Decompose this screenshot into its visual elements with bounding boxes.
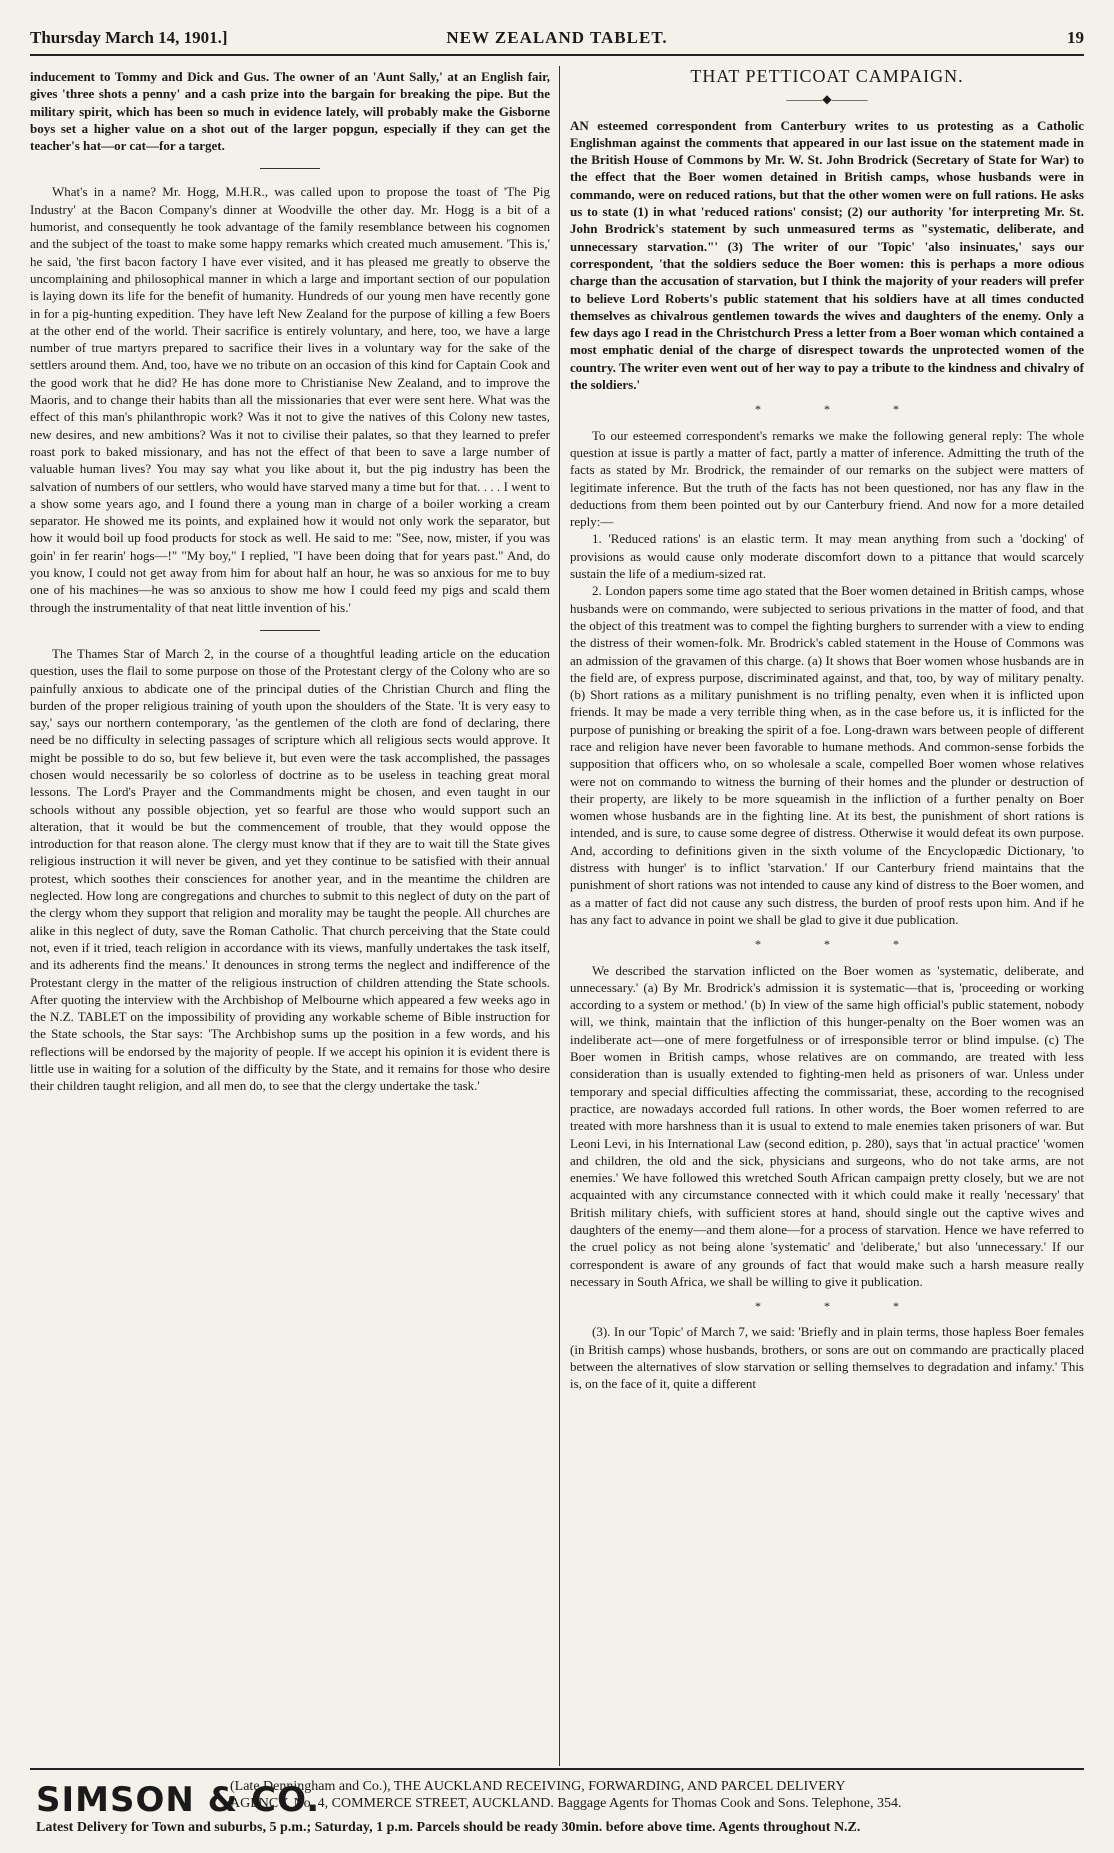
advertisement-line-2: AGENCY, No. 4, COMMERCE STREET, AUCKLAND. Baggage Agents for Thomas Cook and Sons. Telephone, 354. (230, 1796, 902, 1811)
page-header (30, 20, 1084, 56)
paragraph-topic-march-7: (3). In our 'Topic' of March 7, we said: 'Briefly and in plain terms, those hapless Boer females (in British camps) whose husbands, brothers, or sons are out on commando are practically placed between the alternatives of slow starvation or selling themselves to degradation and infamy.' This is, on the face of it, quite a different (570, 1324, 1084, 1392)
section-rule (260, 630, 320, 631)
paragraph-hogg-speech: What's in a name? Mr. Hogg, M.H.R., was called upon to propose the toast of 'The Pig Industry' at the Bacon Company's dinner at Woodville the other day. Mr. Hogg is a bit of a humorist, and consequently he took advantage of the family resemblance between his cognomen and the subject of the toast to make some happy remarks which created much amusement. 'This is,' he said, 'the first bacon factory I have ever visited, and it has pleased me greatly to observe the uncomplaining and philosophical manner in which a large and important section of our population is laying down its life for the benefit of humanity. Hundreds of our young men have recently gone in for a pig-hunting expedition. They have left New Zealand for the purpose of killing a few Boers at the other end of the world. Their sacrifice is entirely voluntary, and here, too, we have a large number of true martyrs prepared to sacrifice their lives in a voluntary way for the sake of the settlers around them. And, too, have we no tribute on an occasion of this kind for Captain Cook and the good work that he did? He has done more to Christianise New Zealand, and to improve the Maoris, and to change their habits than all the missionaries that ever were sent here. What was the effect of this man's philanthropic work? Was it not to give the natives of this Colony new tastes, new desires, and new ambitions? Was it not to civilise their palates, so that they learned to prefer roast pork to baked missionary, and has not the effect of that been to save a large number of valuable human lives? You may say what you like about it, but the pig industry has been the salvation of numbers of our settlers, who would have starved many a time but for that. . . . I went to a show some years ago, and I found there a young man in charge of a boiler working a cream separator. He showed me its points, and explained how it would not only work the separator, but how it would boil up food products for stock as well. He said to me: "See, now, mister, if you was goin' in fer rearin' hogs—!" "My boy," I replied, "I have been doing that for years past." And, do you know, I could not get away from him for about half an hour, he was so anxious for me to buy one of his machines—he was so anxious to show me how I could feed my pigs and scald them through the instrumentality of that neat little invention of his.' (30, 184, 550, 615)
advertisement-line-3: Latest Delivery for Town and suburbs, 5 p.m.; Saturday, 1 p.m. Parcels should be ready 30min. before above time. Agents throughout N.Z. (36, 1820, 861, 1835)
section-stars: * * * (755, 402, 899, 417)
column-divider (559, 66, 560, 1766)
paragraph-correspondent: AN esteemed correspondent from Canterbury writes to us protesting as a Catholic Englishman against the comments that appeared in our last issue on the statement made in the British House of Commons by Mr. W. St. John Brodrick (Secretary of State for War) to the effect that the Boer women detained in British camps, whose husbands were in commando, were on reduced rations, but that the other women were on full rations. He asks us to state (1) in what 'reduced rations' consist; (2) our authority 'for interpreting Mr. St. John Brodrick's statement by such unmeasured terms as "systematic, deliberate, and unnecessary starvation."' (3) The writer of our 'Topic' 'also insinuates,' says our correspondent, 'that the soldiers seduce the Boer women: this is perhaps a more odious charge than the accusation of starvation, but I think the majority of your readers will prefer to believe Lord Roberts's public statement that his soldiers have at all times conducted themselves as chivalrous gentlemen towards the wives and daughters of the enemy. Only a few days ago I read in the Christchurch Press a letter from a Boer woman which contained a most emphatic denial of the charge of disrespect towards the unprotected women of the country. The writer even went out of her way to pay a tribute to the kindness and chivalry of the soldiers.' (570, 117, 1084, 393)
section-stars: * * * (755, 937, 899, 952)
paragraph-thames-star: The Thames Star of March 2, in the course of a thoughtful leading article on the education question, uses the flail to some purpose on those of the Protestant clergy of the Colony who are so painfully anxious to abdicate one of the principal duties of the Christian Church and fling the burden of the proper religious training of youth upon the shoulders of the State. 'It is very easy to say,' says our northern contemporary, 'as the gentlemen of the cloth are fond of declaring, there need be no difficulty in selecting passages of scripture which all religious sects would approve. It might be possible to do so, but few believe it, but even were the task accomplished, the passages chosen would necessarily be so colorless of doctrine as to be useless in teaching great moral lessons. The Lord's Prayer and the Commandments might be chosen, and even taught in our schools without any possible objection, yet so fearful are those who would support such an alteration, that it would be but the commencement of trouble, that they would oppose the introduction for that reason alone. The clergy must know that if they are to wait till the State gives religious instruction it will never be given, and yet they continue to be satisfied with their annual protest, which soothes their consciences for another year, and in the meantime the children are neglected. How long are congregations and churches to submit to this neglect of duty on the part of the clergy whom they support that religion and morality may be taught the people. All churches are alike in this neglect of duty, save the Roman Catholic. That church perceiving that the State could not, even if it tried, teach religion in accordance with its views, manfully undertakes the task itself, and its adherents find the means.' It denounces in strong terms the neglect and indifference of the Protestant clergy in the matter of the religious instruction of children attending the State schools. After quoting the interview with the Archbishop of Melbourne which appeared a few weeks ago in the N.Z. TABLET on the impossibility of providing any workable scheme of Bible instruction for the State schools, the Star says: 'The Archbishop sums up the position in a few words, and his reflections will be endorsed by the majority of people. If we accept his opinion it is evident there is little use in waiting for a solution of the difficulty by the State, and it remains for those who desire their children taught religion, and all men do, to see that the clergy undertake the task.' (30, 645, 550, 1094)
left-column (30, 68, 550, 1095)
paragraph-london-papers: 2. London papers some time ago stated that the Boer women detained in British camps, whose husbands were on commando, were subjected to serious privations in the matter of food, and that the object of this treatment was to compel the fighting burghers to surrender with a view to ending the distress of their women-folk. Mr. Brodrick's cabled statement in the House of Commons was an admission of the gravamen of this charge. (a) It shows that Boer women whose husbands are in the field are, of express purpose, discriminated against, and that, too, by way of military penalty. (b) Short rations as a military punishment is no trifling penalty, even when it is inflicted upon friends. It may be made a very terrible thing when, as in the case before us, it is inflicted for the purpose of punishing or breaking the spirit of a foe. Long-drawn wars between people of different race and religion have never been favorable to humane methods. And common-sense forbids the supposition that officers who, on so wholesale a scale, compelled Boer women whose relatives were not on commando to witness the burning of their homes and the plunder or destruction of their property, are likely to be more squeamish in the infliction of a further penalty on Boer women whose husbands are in the fighting line. At its best, the punishment of short rations is intended, and is sure, to cause some degree of distress. Otherwise it would defeat its own purpose. And, according to definitions given in the sixth volume of the Encyclopædic Dictionary, 'to distress with hunger' is to inflict 'starvation.' If our Canterbury friend maintains that the punishment of short rations was not intended to cause any kind of distress to the Boer women, and as a matter of fact did not cause any such distress, the burden of proof rests upon him. And if he has any fact to advance in point we shall be glad to give it due publication. (570, 583, 1084, 927)
advertisement-text (230, 1778, 1080, 1812)
masthead: NEW ZEALAND TABLET. (446, 28, 668, 47)
advertisement-footer (30, 1768, 1084, 1840)
issue-date: Thursday March 14, 1901.] (30, 28, 228, 47)
section-stars: * * * (755, 1299, 899, 1314)
title-ornament: ———◆——— (786, 92, 868, 107)
paragraph-reduced-rations: 1. 'Reduced rations' is an elastic term. It may mean anything from such a 'docking' of provisions as would cause only moderate discomfort down to a pittance that would scarcely sustain the life of a medium-sized rat. (570, 531, 1084, 582)
section-rule (260, 168, 320, 169)
paragraph-starvation: We described the starvation inflicted on the Boer women as 'systematic, deliberate, and unnecessary.' (a) By Mr. Brodrick's admission it is systematic—that is, 'proceeding or working according to a system or method.' (b) In view of the same high official's public statement, nobody will, we think, maintain that the infliction of this hunger-penalty on the Boer women was an indeliberate act—one of mere forgetfulness or of irresponsible terror or blind impulse. (c) The Boer women in British camps, whose relatives are on commando, are treated with less consideration than is usually extended to fighting-men held as prisoners of war. Unless under temporary and special difficulties affecting the commissariat, these, according to the recognised practice, are nowadays accorded full rations. In other words, the Boer women referred to are treated with more harshness than it is usual to extend to male enemies taken prisoners of war. But Leoni Levi, in his International Law (second edition, p. 280), says that 'in actual practice' 'women and children, the old and the sick, physicians and surgeons, who do not take arms, are not enemies.' We have followed this wretched South African campaign pretty closely, but we are not acquainted with any circumstance connected with it which could make it really 'necessary' that British military chiefs, with sufficient stores at hand, should single out the captive wives and daughters of the enemy—and them alone—for a process of starvation. Hence we have referred to the cruel policy as not being alone 'systematic' and 'deliberate,' but also 'unnecessary.' If our correspondent is aware of any grounds of fact that would make such a harsh measure really necessary in South Africa, we shall be willing to give it publication. (570, 962, 1084, 1289)
paragraph-gisborne: inducement to Tommy and Dick and Gus. The owner of an 'Aunt Sally,' at an English fair, gives 'three shots a penny' and a cash prize into the bargain for breaking the pipe. But the military spirit, which has been so much in evidence lately, will probably make the Gisborne boys set a higher value on a shot out of the larger popgun, especially if they can get the teacher's hat—or cat—for a target. (30, 69, 550, 154)
right-column (570, 68, 1084, 1393)
article-title: THAT PETTICOAT CAMPAIGN. (690, 66, 964, 86)
paragraph-general-reply: To our esteemed correspondent's remarks we make the following general reply: The whole question at issue is partly a matter of fact, partly a matter of inference. Admitting the truth of the facts as stated by Mr. Brodrick, the remainder of our remarks on the subject were matters of legitimate inference. But the truth of the facts has not been questioned, nor has any flaw in the deductions from them been pointed out by our Canterbury friend. And now for a more detailed reply:— (570, 427, 1084, 530)
advertisement-line-1: (Late Denningham and Co.), THE AUCKLAND RECEIVING, FORWARDING, AND PARCEL DELIVERY (230, 1779, 846, 1794)
page-number: 19 (1067, 28, 1084, 47)
advertiser-brand: SIMSON & CO. (36, 1780, 321, 1820)
